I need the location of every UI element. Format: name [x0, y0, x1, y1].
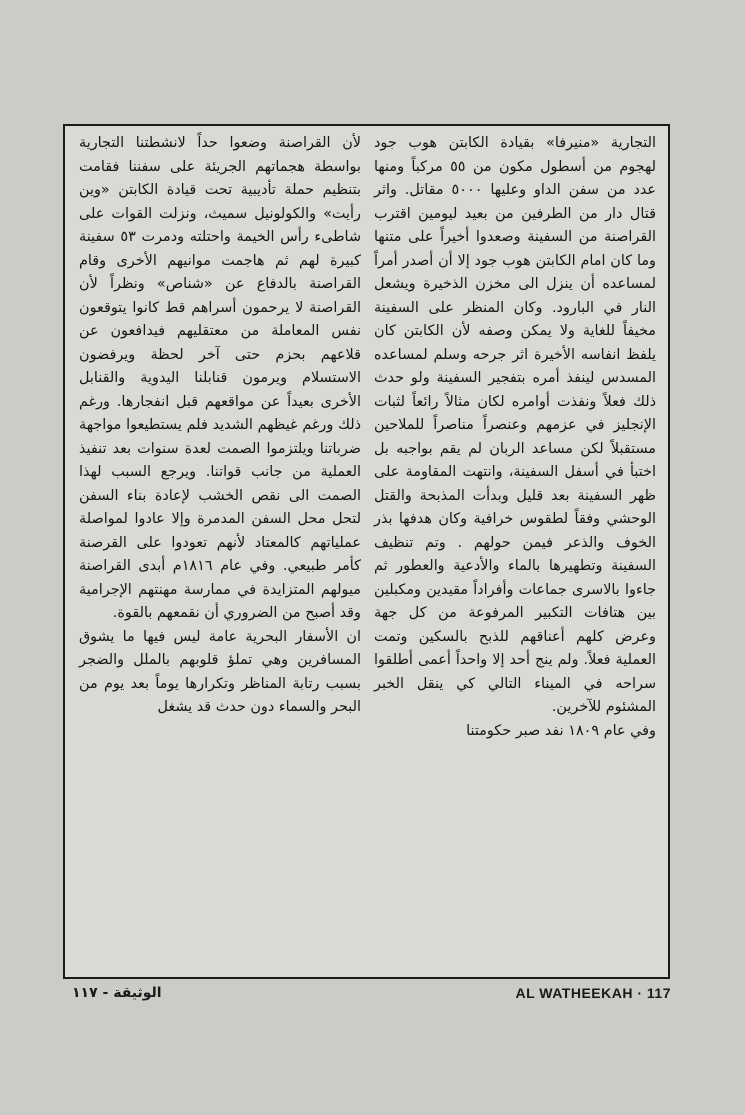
- paragraph: التجارية «منيرفا» بقيادة الكابتن هوب جود لهجوم من أسطول مكون من ٥٥ مركباً ومنها عدد من سفن الداو وعليها ٥٠٠٠ مقاتل. واثر قتال دار من الطرفين من بعيد ليومين اقترب القراصنة من السفينة وصعدوا أخيراً على متنها وما كان امام الكابتن هوب جود إلا أن أصدر أمراً لمساعده أن ينزل الى مخزن الذخيرة ويشعل النار في البارود. وكان المنظر على السفينة مخيفاً للغاية ولا يمكن وصفه لأن الكابتن كان يلفظ انفاسه الأخيرة اثر جرحه وسلم لمساعده المسدس لينفذ أمره بتفجير السفينة ولو حدث ذلك فعلاً ونفذت أوامره لكان مثالاً رائعاً لثبات الإنجليز في عزمهم وعنصراً مناصراً للملاحين مستقبلاً لكن مساعد الربان لم يقم بواجبه بل اختبأ في أسفل السفينة، وانتهت المقاومة على ظهر السفينة بعد قليل وبدأت المذبحة والقتل الوحشي وفقاً لطقوس خرافية وكان هدفها بذر الخوف والذعر فيمن حولهم . وتم تنظيف السفينة وتطهيرها بالماء والأدعية والعطور ثم جاءوا بالاسرى جماعات وأفراداً مقيدين ومكبلين بين هتافات التكبير المرفوعة من كل جهة وعرض كلهم أعناقهم للذبح بالسكين وتمت العملية فعلاً. ولم ينج أحد إلا واحداً أعمى أطلقوا سراحه في الميناء التالي كي ينقل الخبر المشئوم للآخرين.: [374, 135, 656, 715]
- paragraph: لأن القراصنة وضعوا حداً لانشطتنا التجارية بواسطة هجماتهم الجريئة على سفننا فقامت بتنظيم حملة تأديبية تحت قيادة الكابتن «وين رأيت» والكولونيل سميث، ونزلت القوات على شاطىء رأس الخيمة واحتلته ودمرت ٥٣ سفينة كبيرة لهم ثم هاجمت موانيهم الأخرى وقام القراصنة بالدفاع عن «شناص» ونظراً لأن القراصنة لا يرحمون أسراهم قط كانوا يتوقعون نفس المعاملة من معتقليهم فيدافعون عن قلاعهم بحزم حتى آخر لحظة ويرفضون الاستسلام ويرمون قنابلنا اليدوية والقنابل الأخرى بعيداً عن مواقعهم قبل انفجارها. ورغم ذلك ورغم غيظهم الشديد فلم يستطيعوا مواجهة ضرباتنا ويلتزموا الصمت لعدة سنوات بعد تنفيذ العملية من جانب قواتنا. ويرجع السبب لهذا الصمت الى نقص الخشب لإعادة بناء السفن لتحل محل السفن المدمرة وإلا عادوا لمواصلة عملياتهم كالمعتاد لأنهم تعودوا على القرصنة كأمر طبيعي. وفي عام ١٨١٦م أبدى القراصنة ميولهم المتزايدة في ممارسة مهنتهم الإجرامية وقد أصبح من الضروري أن نقمعهم بالقوة.: [79, 135, 361, 621]
- paragraph: ان الأسفار البحرية عامة ليس فيها ما يشوق المسافرين وهي تملؤ قلوبهم بالملل والضجر بسبب رتابة المناظر وتكرارها يوماً بعد يوم من البحر والسماء دون حدث قد يشغل: [79, 628, 361, 715]
- article-column-left: [79, 132, 361, 720]
- article-column-right: [374, 132, 656, 743]
- footer-english-page-label: AL WATHEEKAH · 117: [515, 985, 671, 1001]
- article-frame: [63, 124, 670, 979]
- paragraph: وفي عام ١٨٠٩ نفد صبر حكومتنا: [466, 722, 656, 739]
- footer-arabic-page-label: الوثيقة - ١١٧: [72, 985, 162, 1001]
